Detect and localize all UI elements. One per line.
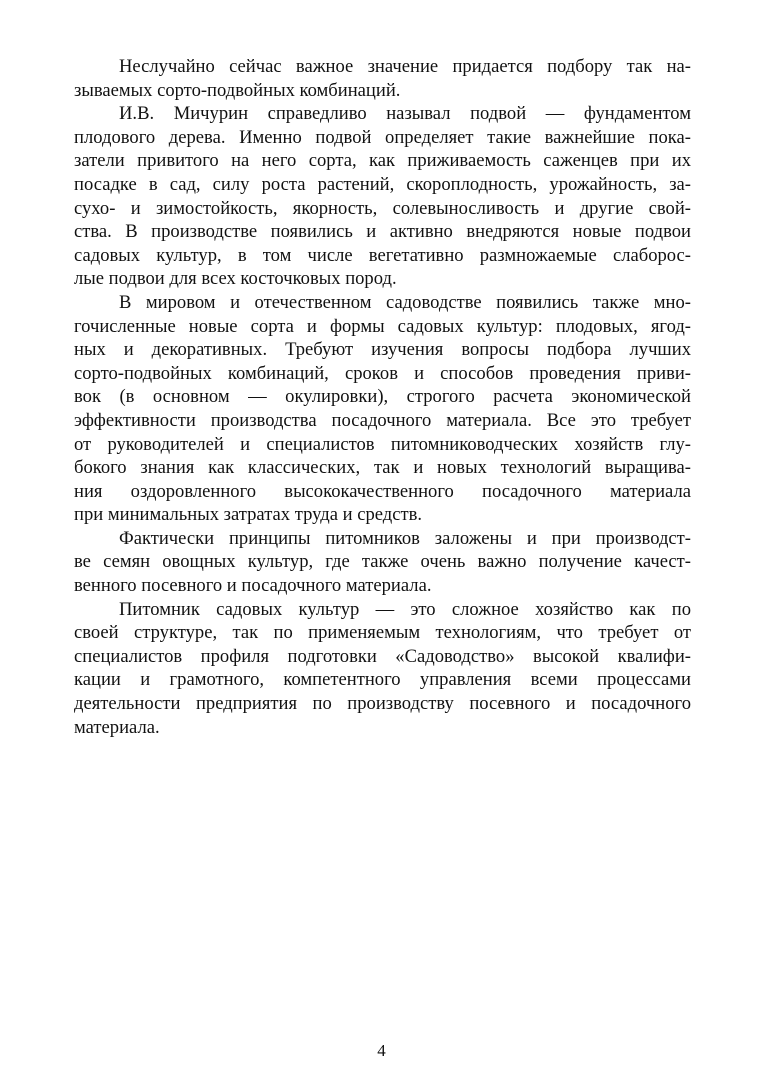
text-line: при минимальных затратах труда и средств. xyxy=(74,504,423,526)
text-line: Питомник садовых культур — это сложное хозяйство как по xyxy=(119,598,691,620)
paragraph-new-varieties xyxy=(74,291,691,527)
text-line: зываемых сорто-подвойных комбинаций. xyxy=(74,79,401,101)
paragraph-vegetable-seeds xyxy=(74,527,691,598)
text-line: сорто-подвойных комбинаций, сроков и способов проведения приви- xyxy=(74,362,691,384)
text-line: сухо- и зимостойкость, якорность, солевыносливость и другие свой- xyxy=(74,197,691,219)
paragraph-michurin xyxy=(74,102,691,291)
text-line: материала. xyxy=(74,716,160,738)
text-line: В мировом и отечественном садоводстве появились также мно- xyxy=(119,291,691,313)
text-line: садовых культур, в том числе вегетативно размножаемые слаборос- xyxy=(74,244,691,266)
text-line: бокого знания как классических, так и новых технологий выращива- xyxy=(74,457,691,479)
text-line: от руководителей и специалистов питомниководческих хозяйств глу- xyxy=(74,433,691,455)
text-line: Фактически принципы питомников заложены и при производст- xyxy=(119,527,691,549)
document-body xyxy=(74,55,691,739)
text-line: посадке в сад, силу роста растений, скороплодность, урожайность, за- xyxy=(74,173,691,195)
text-line: венного посевного и посадочного материала. xyxy=(74,575,432,597)
text-line: кации и грамотного, компетентного управления всеми процессами xyxy=(74,669,691,691)
text-line: лые подвои для всех косточковых пород. xyxy=(74,268,397,290)
text-line: затели привитого на него сорта, как приживаемость саженцев при их xyxy=(74,150,691,172)
text-line: своей структуре, так по применяемым технологиям, что требует от xyxy=(74,622,691,644)
paragraph-nursery xyxy=(74,598,691,740)
page-number: 4 xyxy=(377,1041,386,1060)
text-line: ных и декоративных. Требуют изучения вопросы подбора лучших xyxy=(74,339,691,361)
text-line: вок (в основном — окулировки), строгого расчета экономической xyxy=(74,386,691,408)
text-line: гочисленные новые сорта и формы садовых культур: плодовых, ягод- xyxy=(74,315,691,337)
text-line: специалистов профиля подготовки «Садоводство» высокой квалифи- xyxy=(74,645,691,667)
text-line: эффективности производства посадочного материала. Все это требует xyxy=(74,409,691,431)
paragraph-rootstock-selection xyxy=(74,55,691,102)
text-line: И.В. Мичурин справедливо называл подвой — фундаментом xyxy=(119,103,691,125)
text-line: деятельности предприятия по производству посевного и посадочного xyxy=(74,693,691,715)
text-line: Неслучайно сейчас важное значение придается подбору так на- xyxy=(119,56,691,77)
text-line: ния оздоровленного высококачественного посадочного материала xyxy=(74,480,691,502)
text-line: ве семян овощных культур, где также очень важно получение качест- xyxy=(74,551,691,573)
text-line: ства. В производстве появились и активно внедряются новые подвои xyxy=(74,221,691,243)
text-line: плодового дерева. Именно подвой определяет такие важнейшие пока- xyxy=(74,126,691,148)
